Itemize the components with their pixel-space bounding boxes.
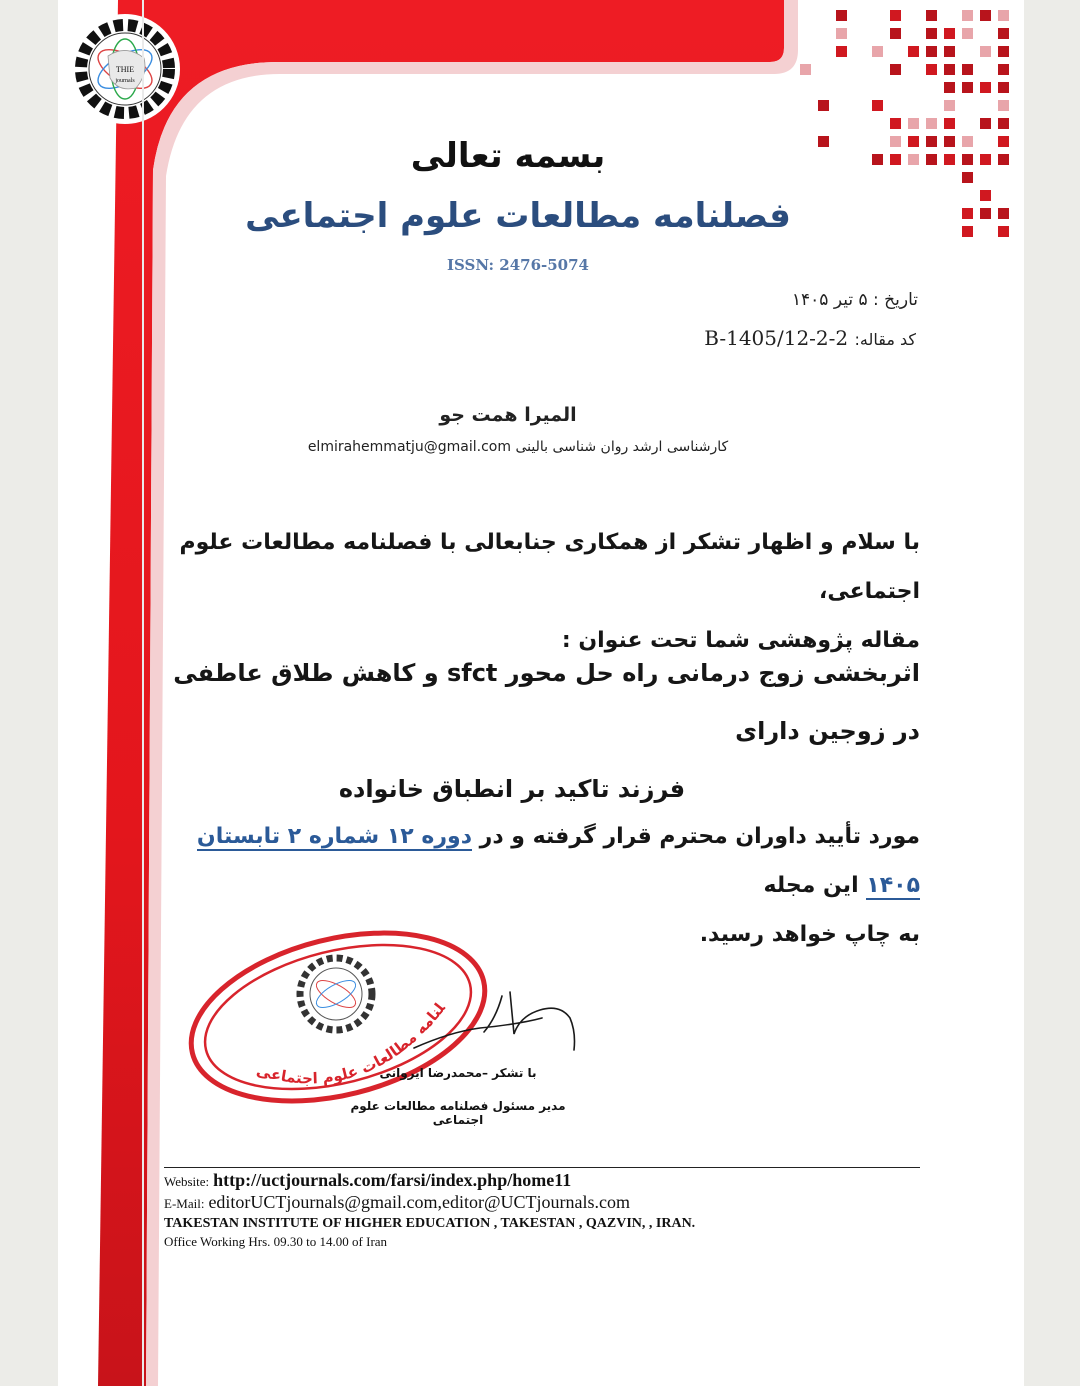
footer-divider	[164, 1167, 920, 1168]
letter-date	[792, 290, 918, 310]
svg-text:journals: journals	[115, 78, 135, 84]
journal-title: فصلنامه مطالعات علوم اجتماعی	[245, 196, 791, 236]
pattern-square	[962, 226, 973, 237]
pattern-square	[908, 136, 919, 147]
pattern-square	[908, 118, 919, 129]
letter-page	[58, 0, 1024, 1386]
author-email: elmirahemmatju@gmail.com	[307, 439, 512, 455]
article-title-line-1: اثربخشی زوج درمانی راه حل محور sfct و کاهش طلاق عاطفی در زوجین دارای	[173, 659, 920, 745]
stamp-text: فصلنامه مطالعات علوم اجتماعی	[254, 999, 449, 1088]
pattern-square	[800, 64, 811, 75]
greeting-line-2: مقاله پژوهشی شما تحت عنوان :	[561, 628, 920, 653]
pattern-square	[980, 190, 991, 201]
pattern-square	[818, 136, 829, 147]
decision-suffix: این مجله	[763, 873, 859, 898]
pattern-square	[836, 28, 847, 39]
pattern-square	[998, 82, 1009, 93]
pattern-square	[998, 118, 1009, 129]
pattern-square	[998, 136, 1009, 147]
pattern-square	[980, 208, 991, 219]
code-value: B-1405/12-2-2	[704, 326, 849, 350]
pattern-square	[944, 64, 955, 75]
pattern-square	[926, 154, 937, 165]
basmala-heading: بسمه تعالی	[410, 136, 606, 176]
contact-emails[interactable]: editorUCTjournals@gmail.com,editor@UCTjournals.com	[208, 1192, 631, 1212]
article-title	[164, 644, 920, 818]
pattern-square	[980, 46, 991, 57]
decision-line-2: به چاپ خواهد رسید.	[699, 922, 920, 947]
pattern-square	[926, 46, 937, 57]
svg-text:THIE: THIE	[115, 65, 135, 74]
article-code	[704, 326, 916, 350]
signatory-role: مدیر مسئول فصلنامه مطالعات علوم اجتماعی	[350, 1099, 566, 1127]
date-value: ۵ تیر ۱۴۰۵	[791, 290, 868, 310]
pattern-square	[890, 154, 901, 165]
pattern-square	[926, 10, 937, 21]
code-label: کد مقاله:	[854, 330, 916, 349]
pattern-square	[944, 136, 955, 147]
website-link[interactable]: http://uctjournals.com/farsi/index.php/home11	[213, 1170, 572, 1190]
date-label: تاریخ :	[873, 290, 918, 310]
email-label: E-Mail:	[164, 1196, 205, 1211]
pattern-square	[890, 118, 901, 129]
pattern-square	[962, 28, 973, 39]
pattern-square	[998, 154, 1009, 165]
decision-prefix: مورد تأیید داوران محترم قرار گرفته و در	[479, 824, 920, 849]
pattern-square	[908, 154, 919, 165]
pattern-square	[908, 46, 919, 57]
article-title-line-2: فرزند تاکید بر انطباق خانواده	[338, 775, 686, 803]
pattern-square	[926, 28, 937, 39]
author-degree: کارشناسی ارشد روان شناسی بالینی	[515, 439, 729, 455]
greeting-paragraph	[164, 518, 920, 665]
pattern-square	[944, 118, 955, 129]
pattern-square	[962, 82, 973, 93]
pattern-square	[998, 28, 1009, 39]
office-hours: Office Working Hrs. 09.30 to 14.00 of Iran	[164, 1234, 388, 1249]
pattern-square	[926, 118, 937, 129]
pattern-square	[998, 208, 1009, 219]
pattern-square	[998, 226, 1009, 237]
pattern-square	[944, 46, 955, 57]
handwritten-signature	[410, 988, 580, 1060]
pattern-square	[980, 118, 991, 129]
pattern-square	[998, 10, 1009, 21]
pattern-square	[818, 100, 829, 111]
pattern-square	[980, 82, 991, 93]
pattern-square	[944, 154, 955, 165]
pattern-square	[962, 64, 973, 75]
page-fold-line	[142, 0, 144, 1386]
website-label: Website:	[164, 1174, 210, 1189]
author-info	[258, 439, 778, 455]
pattern-square	[962, 136, 973, 147]
issn-number: ISSN: 2476-5074	[446, 256, 589, 274]
pattern-square	[890, 10, 901, 21]
pattern-square	[926, 136, 937, 147]
pattern-square	[962, 208, 973, 219]
pattern-square	[962, 154, 973, 165]
pattern-square	[872, 100, 883, 111]
pattern-square	[872, 154, 883, 165]
pattern-square	[890, 136, 901, 147]
author-name: المیرا همت جو	[439, 404, 577, 426]
pattern-square	[872, 46, 883, 57]
pattern-square	[890, 64, 901, 75]
pattern-square	[944, 100, 955, 111]
pattern-square	[890, 28, 901, 39]
pattern-square	[836, 46, 847, 57]
pattern-square	[998, 46, 1009, 57]
pattern-square	[944, 28, 955, 39]
signatory-name: با تشکر –محمدرضا ایروانی	[379, 1066, 537, 1080]
pattern-square	[980, 10, 991, 21]
issue-reference: دوره ۱۲ شماره ۲ تابستان ۱۴۰۵	[196, 824, 920, 898]
pattern-square	[944, 82, 955, 93]
institute-address: TAKESTAN INSTITUTE OF HIGHER EDUCATION , TAKESTAN , QAZVIN, , IRAN.	[164, 1216, 696, 1231]
institute-logo	[66, 10, 184, 128]
pattern-square	[998, 64, 1009, 75]
decorative-pixel-pattern	[796, 6, 1022, 250]
pattern-square	[836, 10, 847, 21]
footer	[164, 1170, 924, 1250]
pattern-square	[962, 172, 973, 183]
greeting-line-1: با سلام و اظهار تشکر از همکاری جنابعالی با فصلنامه مطالعات علوم اجتماعی،	[179, 530, 920, 604]
pattern-square	[998, 100, 1009, 111]
pattern-square	[980, 154, 991, 165]
pattern-square	[962, 10, 973, 21]
pattern-square	[926, 64, 937, 75]
